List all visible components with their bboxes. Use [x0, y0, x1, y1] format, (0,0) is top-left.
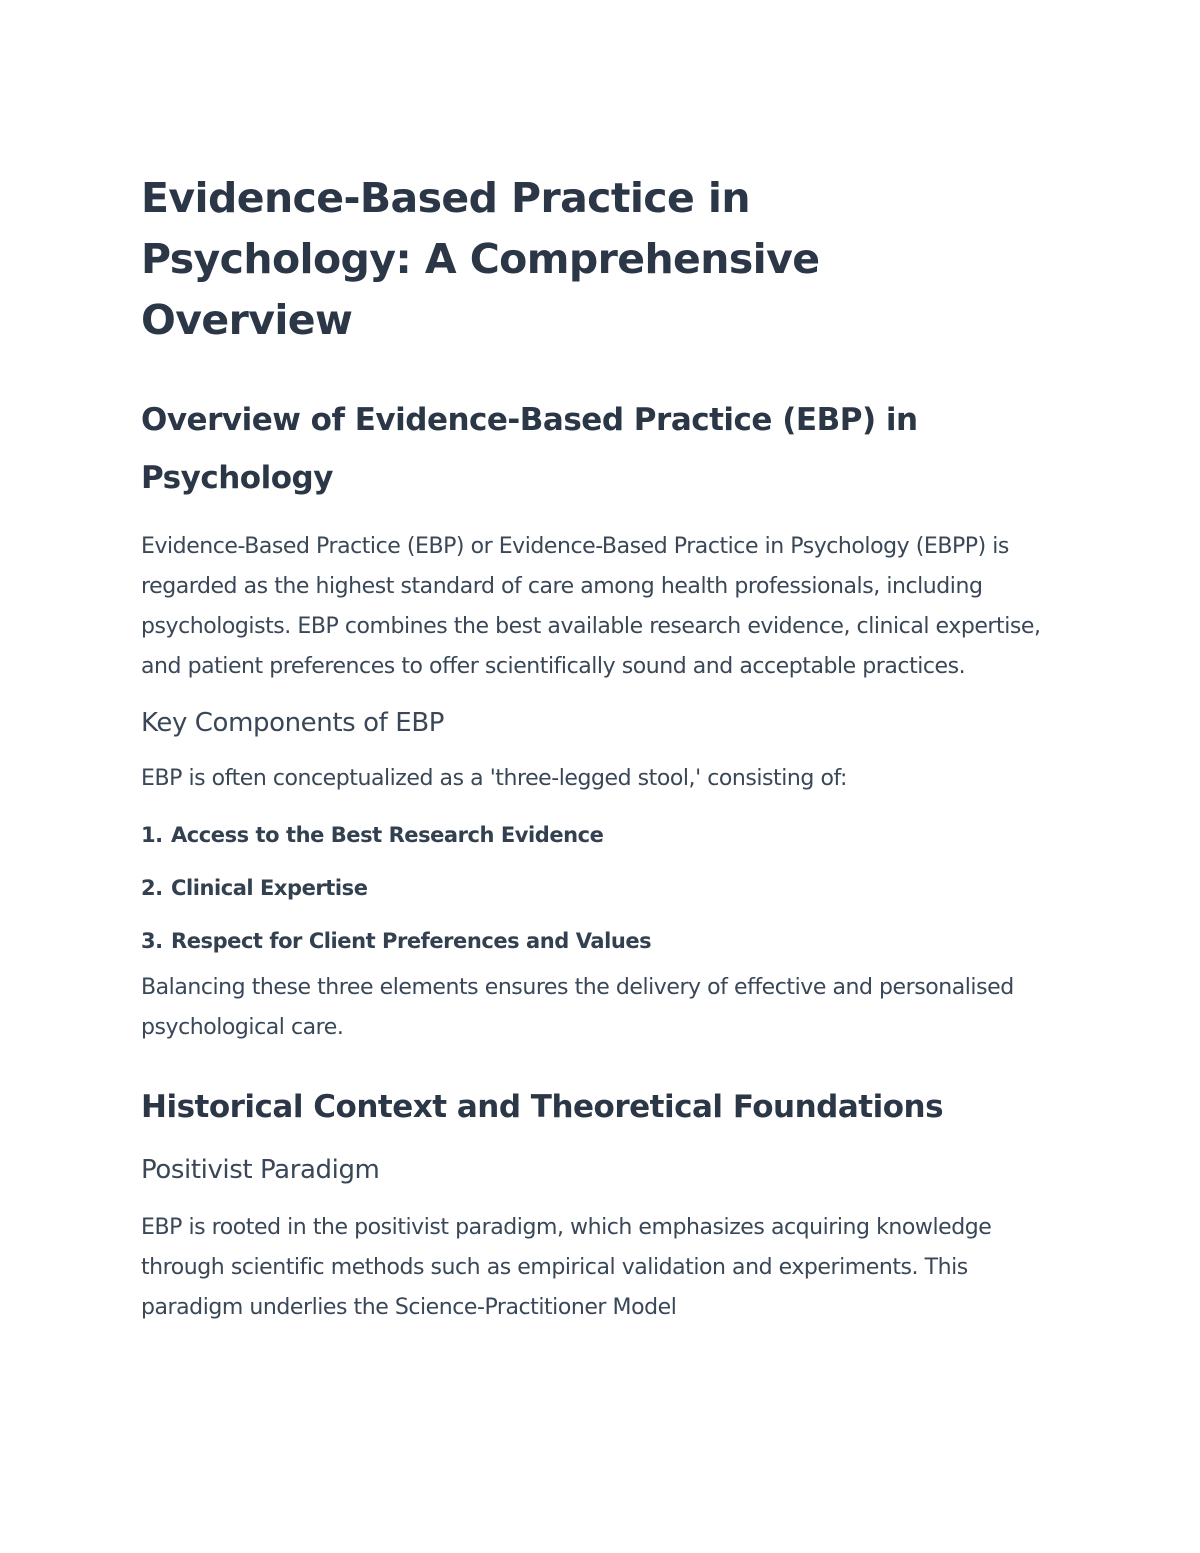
overview-paragraph: Evidence-Based Practice (EBP) or Evidence-Based Practice in Psychology (EBPP) is regarded as the highest standard of care among health professionals, including psychologists. EBP combines the best available research evidence, clinical expertise, and patient preferences to offer scientifically sound and acceptable practices. [141, 534, 1041, 679]
list-item [141, 915, 1071, 968]
components-list [141, 809, 1071, 968]
list-item-text: Access to the Best Research Evidence [171, 823, 604, 847]
list-item-text: Clinical Expertise [171, 876, 368, 900]
key-components-intro: EBP is often conceptualized as a 'three-legged stool,' consisting of: [141, 766, 847, 791]
document-page [141, 168, 1071, 1328]
subheading-positivist-paradigm: Positivist Paradigm [141, 1155, 380, 1185]
list-item [141, 862, 1071, 915]
document-title: Evidence-Based Practice in Psychology: A Comprehensive Overview [141, 174, 820, 344]
list-item-text: Respect for Client Preferences and Values [171, 929, 652, 953]
list-item-number: 3. [141, 929, 163, 953]
subheading-key-components: Key Components of EBP [141, 708, 445, 738]
section-heading-overview: Overview of Evidence-Based Practice (EBP) in Psychology [141, 402, 918, 496]
list-item-number: 1. [141, 823, 163, 847]
components-closing-paragraph: Balancing these three elements ensures the delivery of effective and personalised psychological care. [141, 975, 1014, 1040]
section-heading-historical-context: Historical Context and Theoretical Foundations [141, 1089, 944, 1125]
positivist-paragraph: EBP is rooted in the positivist paradigm, which emphasizes acquiring knowledge through scientific methods such as empirical validation and experiments. This paradigm underlies the Science-Practitioner Model [141, 1215, 992, 1320]
list-item [141, 809, 1071, 862]
list-item-number: 2. [141, 876, 163, 900]
